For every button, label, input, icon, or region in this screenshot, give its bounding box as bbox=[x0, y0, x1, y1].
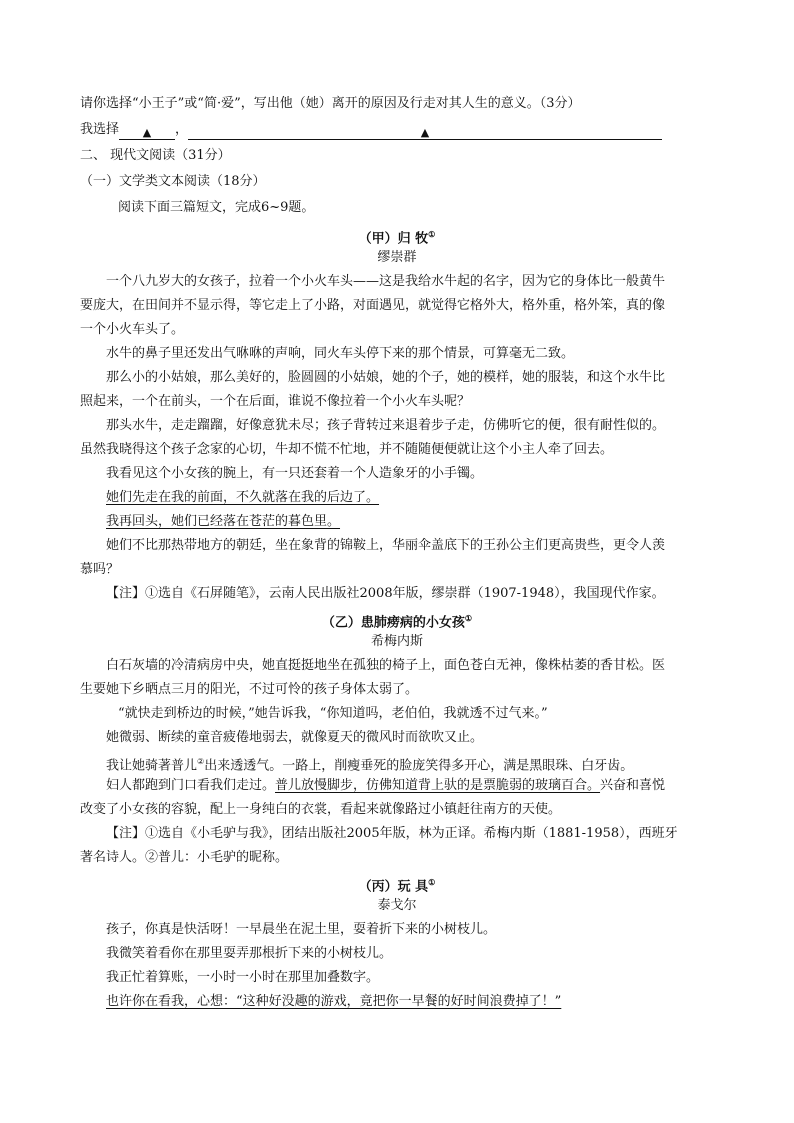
yi-paragraph: 生要她下乡晒点三月的阳光，不过可怜的孩子身体太弱了。 bbox=[80, 682, 419, 697]
yi-paragraph: 白石灰墙的冷清病房中央，她直挺挺地坐在孤独的椅子上，面色苍白无神，像株枯萎的香甘松。医 bbox=[106, 658, 666, 673]
jia-paragraph: 照起来，一个在前头，一个在后面，谁说不像拉着一个小火车头呢？ bbox=[80, 394, 471, 409]
jia-paragraph: 那么小的小姑娘，那么美好的，脸圆圆的小姑娘，她的个子，她的模样，她的服装，和这个水牛比 bbox=[106, 370, 666, 385]
bing-title: （丙）玩 具① bbox=[358, 877, 436, 895]
jia-note: 【注】①选自《石屏随笔》，云南人民出版社2008年版，缪崇群（1907-1948），我国现代作家。 bbox=[106, 586, 665, 601]
comma: ， bbox=[175, 122, 189, 137]
section-subtitle: （一）文学类文本阅读（18分） bbox=[80, 174, 266, 189]
jia-underlined-sentence: 我再回头，她们已经落在苍茫的暮色里。 bbox=[106, 514, 341, 529]
answer-line bbox=[80, 120, 714, 140]
yi-paragraph: 改变了小女孩的容貌，配上一身纯白的衣裳，看起来就像路过小镇赶往南方的天使。 bbox=[80, 802, 562, 817]
jia-paragraph: 虽然我晓得这个孩子念家的心切，牛却不慌不忙地，并不随随便便就让这个小主人牵了回去。 bbox=[80, 442, 614, 457]
jia-paragraph: 慕吗？ bbox=[80, 562, 120, 577]
yi-paragraph: 妇人都跑到门口看我们走过。普儿放慢脚步，仿佛知道背上驮的是票脆弱的玻璃百合。兴奋和喜悦 bbox=[106, 778, 666, 793]
bing-author: 泰戈尔 bbox=[377, 898, 417, 913]
choice-blank[interactable] bbox=[119, 123, 175, 140]
jia-underlined-sentence: 她们先走在我的前面，不久就落在我的后边了。 bbox=[106, 490, 380, 505]
yi-paragraph: 我让她骑著普儿②出来透透气。一路上，削瘦垂死的脸庞笑得多开心，满是黑眼珠、白牙齿。 bbox=[106, 757, 634, 774]
answer-blank[interactable] bbox=[188, 123, 662, 140]
triangle-icon: ▲ bbox=[142, 126, 152, 139]
jia-paragraph: 我看见这个小女孩的腕上，有一只还套着一个人造象牙的小手镯。 bbox=[106, 466, 484, 481]
yi-paragraph: 她微弱、断续的童音疲倦地弱去，就像夏天的微风时而欲吹又止。 bbox=[106, 730, 484, 745]
bing-paragraph: 我微笑着看你在那里耍弄那根折下来的小树枝儿。 bbox=[106, 946, 393, 961]
bing-paragraph: 我正忙着算账，一小时一小时在那里加叠数字。 bbox=[106, 970, 380, 985]
bing-underlined-sentence: 也许你在看我，心想：“这种好没趣的游戏，竟把你一早餐的好时间浪费掉了！” bbox=[106, 994, 562, 1009]
section-title: 二、 现代文阅读（31分） bbox=[80, 148, 231, 163]
yi-note: 著名诗人。②普儿：小毛驴的昵称。 bbox=[80, 850, 289, 865]
jia-paragraph: 她们不比那热带地方的朝廷，坐在象背的锦鞍上，华丽伞盖底下的王孙公主们更高贵些，更令人羡 bbox=[106, 538, 666, 553]
yi-title: （乙）患肺痨病的小女孩① bbox=[321, 613, 473, 631]
question-prompt: 请你选择“小王子”或“简·爱”，写出他（她）离开的原因及行走对其人生的意义。（3分） bbox=[80, 96, 581, 111]
jia-title: （甲）归 牧① bbox=[358, 229, 436, 247]
yi-author: 希梅内斯 bbox=[370, 634, 423, 649]
jia-paragraph: 一个八九岁大的女孩子，拉着一个小火车头——这是我给水牛起的名字，因为它的身体比一般黄牛 bbox=[106, 274, 666, 289]
jia-paragraph: 那头水牛，走走蹓蹓，好像意犹未尽；孩子背转过来退着步子走，仿佛听它的便，很有耐性似的。 bbox=[106, 418, 666, 433]
triangle-icon: ▲ bbox=[420, 126, 430, 139]
jia-paragraph: 水牛的鼻子里还发出气咻咻的声响，同火车头停下来的那个情景，可算毫无二致。 bbox=[106, 346, 575, 361]
jia-author: 缪崇群 bbox=[377, 250, 417, 265]
yi-paragraph: “就快走到桥边的时候，”她告诉我，“你知道吗，老伯伯，我就透不过气来。” bbox=[118, 706, 548, 721]
jia-paragraph: 要庞大，在田间并不显示得，等它走上了小路，对面遇见，就觉得它格外大，格外重，格外笨，真的像 bbox=[80, 298, 666, 313]
jia-paragraph: 一个小火车头了。 bbox=[80, 322, 185, 337]
instruction: 阅读下面三篇短文，完成6~9题。 bbox=[118, 200, 315, 215]
yi-underlined-sentence: 普儿放慢脚步，仿佛知道背上驮的是票脆弱的玻璃百合。 bbox=[275, 778, 601, 793]
yi-note: 【注】①选自《小毛驴与我》，团结出版社2005年版，林为正译。希梅内斯（1881-1958），西班牙 bbox=[106, 826, 678, 841]
bing-paragraph: 孩子，你真是快活呀！一早晨坐在泥土里，耍着折下来的小树枝儿。 bbox=[106, 922, 497, 937]
choose-label: 我选择 bbox=[80, 122, 120, 137]
